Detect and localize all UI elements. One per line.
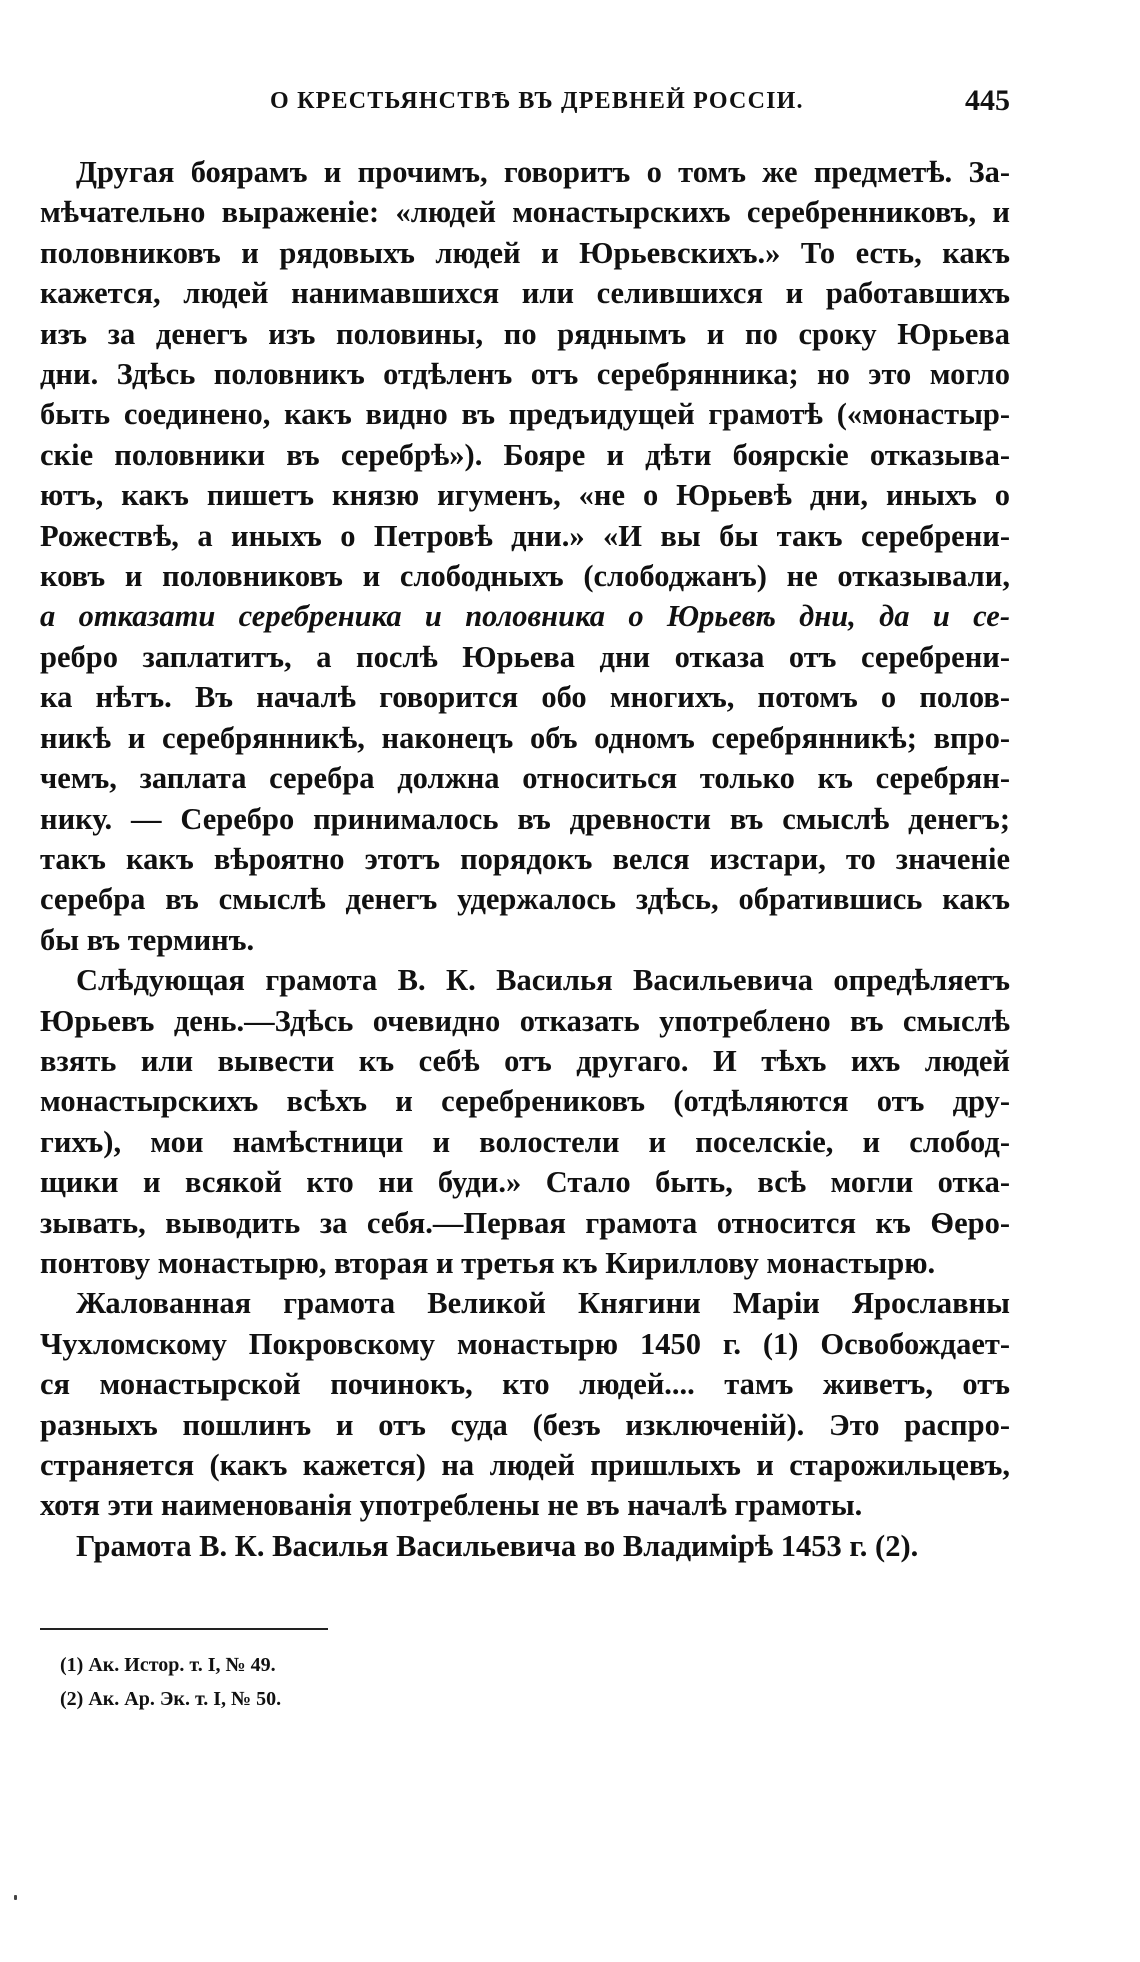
text-line: Грамота В. К. Василья Васильевича во Владимірѣ 1453 г. (2). — [76, 1528, 919, 1563]
text-line: хотя эти наименованія употреблены не въ началѣ грамоты. — [40, 1488, 863, 1523]
text-line: такъ какъ вѣроятно этотъ порядокъ велся изстари, то значеніе — [40, 841, 1010, 876]
footnote: (2) Ак. Ар. Эк. т. I, № 50. — [60, 1688, 282, 1710]
text-line: ребро заплатитъ, а послѣ Юрьева дни отказа отъ серебрени- — [40, 639, 1010, 674]
text-line: скіе половники въ серебрѣ»). Бояре и дѣти боярскіе отказыва- — [40, 437, 1010, 472]
text-line: никѣ и серебрянникѣ, наконецъ объ одномъ серебрянникѣ; впро- — [40, 720, 1010, 755]
text-line: половниковъ и рядовыхъ людей и Юрьевскихъ.» То есть, какъ — [40, 235, 1010, 270]
text-line: гихъ), мои намѣстници и волостели и поселскіе, и слобод- — [40, 1124, 1010, 1159]
text-line: Другая боярамъ и прочимъ, говоритъ о томъ же предметѣ. За- — [76, 155, 1010, 189]
text-line: щики и всякой кто ни буди.» Стало быть, всѣ могли отка- — [40, 1165, 1010, 1200]
text-line: мѣчательно выраженіе: «людей монастырскихъ серебренниковъ, и — [40, 195, 1010, 230]
text-line: чемъ, заплата серебра должна относиться только къ серебрян- — [40, 761, 1010, 796]
page-number: 445 — [965, 84, 1010, 117]
text-line: зывать, выводить за себя.—Первая грамота относится къ Ѳеро- — [40, 1205, 1010, 1240]
footnotes — [60, 1648, 281, 1716]
running-title: О КРЕСТЬЯНСТВѢ ВЪ ДРЕВНЕЙ РОССІИ. — [270, 88, 804, 114]
text-line: ся монастырской починокъ, кто людей.... тамъ живетъ, отъ — [40, 1367, 1010, 1402]
text-line: разныхъ пошлинъ и отъ суда (безъ изключеній). Это распро- — [40, 1407, 1010, 1442]
text-line: ка нѣтъ. Въ началѣ говорится обо многихъ, потомъ о полов- — [40, 680, 1010, 715]
text-line: взять или вывести къ себѣ отъ другаго. И тѣхъ ихъ людей — [40, 1043, 1010, 1078]
text-line: дни. Здѣсь половникъ отдѣленъ отъ серебрянника; но это могло — [40, 357, 1010, 392]
text-line: серебра въ смыслѣ денегъ удержалось здѣсь, обратившись какъ — [40, 882, 1010, 917]
text-line: Слѣдующая грамота В. К. Василья Васильевича опредѣляетъ — [76, 963, 1010, 998]
text-line: Юрьевъ день.—Здѣсь очевидно отказать употреблено въ смыслѣ — [40, 1003, 1010, 1038]
scan-speck — [14, 1895, 17, 1900]
text-line: изъ за денегъ изъ половины, по ряднымъ и по сроку Юрьева — [40, 316, 1010, 351]
running-head — [60, 84, 1010, 128]
text-line: страняется (какъ кажется) на людей пришлыхъ и старожильцевъ, — [40, 1448, 1010, 1482]
text-line: Чухломскому Покровскому монастырю 1450 г. (1) Освобождает- — [40, 1326, 1010, 1361]
text-line: бы въ терминъ. — [40, 922, 255, 957]
text-line: нику. — Серебро принималось въ древности въ смыслѣ денегъ; — [40, 801, 1010, 836]
text-line: быть соединено, какъ видно въ предъидущей грамотѣ («монастыр- — [40, 397, 1010, 432]
text-line: ковъ и половниковъ и слободныхъ (слободжанъ) не отказывали, — [40, 559, 1010, 594]
footnote-rule — [40, 1628, 328, 1630]
body-text — [40, 152, 1010, 1566]
text-line: монастырскихъ всѣхъ и серебрениковъ (отдѣляются отъ дру- — [40, 1084, 1010, 1119]
text-line: кажется, людей нанимавшихся или селившихся и работавшихъ — [40, 276, 1010, 311]
text-line: а отказати серебреника и половника о Юрьевѣ дни, да и се- — [40, 599, 1010, 634]
text-line: понтову монастырю, вторая и третья къ Кириллову монастырю. — [40, 1245, 936, 1280]
text-line: ютъ, какъ пишетъ князю игуменъ, «не о Юрьевѣ дни, иныхъ о — [40, 478, 1010, 513]
text-line: Жалованная грамота Великой Княгини Маріи Ярославны — [76, 1286, 1010, 1321]
text-line: Рожествѣ, а иныхъ о Петровѣ дни.» «И вы бы такъ серебрени- — [40, 518, 1010, 553]
footnote: (1) Ак. Истор. т. I, № 49. — [60, 1654, 276, 1676]
